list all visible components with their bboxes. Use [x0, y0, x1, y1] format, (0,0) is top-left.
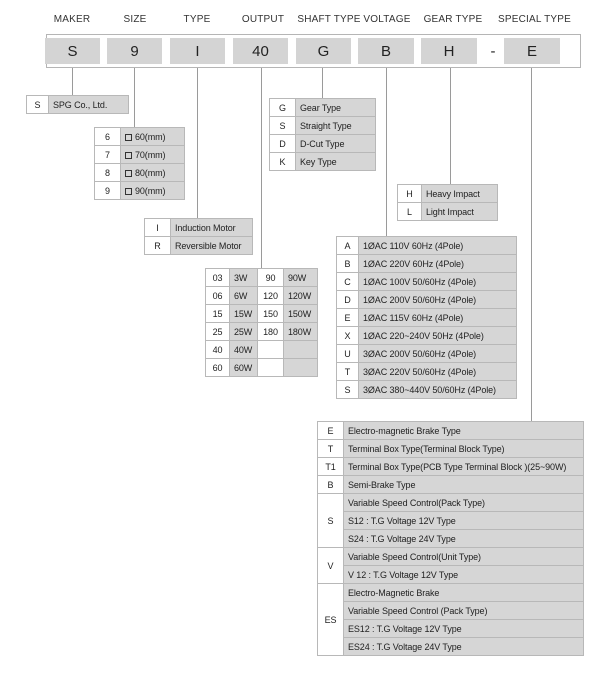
output-value	[284, 359, 318, 377]
table-row	[270, 135, 376, 153]
output-value	[284, 341, 318, 359]
connector-output	[261, 68, 262, 268]
special-code: V	[318, 548, 344, 584]
square-icon	[125, 170, 132, 177]
voltage-desc: 3ØAC 220V 50/60Hz (4Pole)	[359, 363, 517, 381]
header-shaft-type: SHAFT TYPE	[297, 14, 361, 25]
connector-maker	[72, 68, 73, 95]
table-row	[318, 602, 584, 620]
shaft-code: D	[270, 135, 296, 153]
special-code: B	[318, 476, 344, 494]
shaft-desc: Gear Type	[296, 99, 376, 117]
code-size: 9	[107, 38, 162, 64]
voltage-desc: 3ØAC 200V 50/60Hz (4Pole)	[359, 345, 517, 363]
maker-table	[26, 95, 129, 114]
output-code: 15	[206, 305, 230, 323]
output-value: 40W	[230, 341, 258, 359]
table-row	[318, 422, 584, 440]
size-desc	[121, 164, 185, 182]
special-code: T1	[318, 458, 344, 476]
code-type: I	[170, 38, 225, 64]
table-row	[95, 164, 185, 182]
shaft-desc: D-Cut Type	[296, 135, 376, 153]
table-row	[318, 530, 584, 548]
output-code: 40	[206, 341, 230, 359]
maker-code: S	[27, 96, 49, 114]
table-row	[95, 146, 185, 164]
code-gear: H	[421, 38, 477, 64]
output-code	[258, 341, 284, 359]
voltage-code: E	[337, 309, 359, 327]
connector-gear	[450, 68, 451, 184]
table-row	[318, 512, 584, 530]
header-output: OUTPUT	[241, 14, 285, 25]
size-desc	[121, 128, 185, 146]
table-row	[337, 327, 517, 345]
size-desc-text: 70(mm)	[135, 149, 166, 160]
gear-desc: Heavy Impact	[422, 185, 498, 203]
table-row	[318, 566, 584, 584]
output-code	[258, 359, 284, 377]
shaft-code: S	[270, 117, 296, 135]
special-desc: Semi-Brake Type	[344, 476, 584, 494]
voltage-code: C	[337, 273, 359, 291]
header-size: SIZE	[123, 14, 147, 25]
special-desc: Electro-magnetic Brake Type	[344, 422, 584, 440]
output-code: 06	[206, 287, 230, 305]
output-value: 6W	[230, 287, 258, 305]
output-code: 25	[206, 323, 230, 341]
size-desc-text: 80(mm)	[135, 167, 166, 178]
table-row	[145, 237, 253, 255]
square-icon	[125, 134, 132, 141]
table-row	[318, 620, 584, 638]
size-table	[94, 127, 185, 200]
size-desc-text: 60(mm)	[135, 131, 166, 142]
square-icon	[125, 152, 132, 159]
code-maker: S	[45, 38, 100, 64]
table-row	[270, 99, 376, 117]
shaft-code: K	[270, 153, 296, 171]
table-row	[337, 273, 517, 291]
connector-size	[134, 68, 135, 127]
voltage-code: D	[337, 291, 359, 309]
size-desc	[121, 146, 185, 164]
square-icon	[125, 188, 132, 195]
table-row	[337, 237, 517, 255]
table-row	[270, 153, 376, 171]
header-special-type: SPECIAL TYPE	[498, 14, 571, 25]
special-code: T	[318, 440, 344, 458]
voltage-desc: 1ØAC 110V 60Hz (4Pole)	[359, 237, 517, 255]
special-desc: Terminal Box Type(Terminal Block Type)	[344, 440, 584, 458]
size-code: 8	[95, 164, 121, 182]
table-row	[318, 440, 584, 458]
output-value: 15W	[230, 305, 258, 323]
gear-table	[397, 184, 498, 221]
connector-shaft	[322, 68, 323, 98]
header-maker: MAKER	[53, 14, 91, 25]
output-table	[205, 268, 318, 377]
voltage-code: U	[337, 345, 359, 363]
table-row	[318, 584, 584, 602]
voltage-code: B	[337, 255, 359, 273]
code-dash: -	[490, 42, 496, 60]
table-row	[337, 381, 517, 399]
gear-code: L	[398, 203, 422, 221]
output-code: 180	[258, 323, 284, 341]
special-desc: S24 : T.G Voltage 24V Type	[344, 530, 584, 548]
special-desc: S12 : T.G Voltage 12V Type	[344, 512, 584, 530]
table-row	[206, 341, 318, 359]
shaft-table	[269, 98, 376, 171]
type-desc: Reversible Motor	[171, 237, 253, 255]
code-voltage: B	[358, 38, 414, 64]
special-desc: Variable Speed Control(Unit Type)	[344, 548, 584, 566]
size-code: 9	[95, 182, 121, 200]
output-value: 25W	[230, 323, 258, 341]
maker-desc: SPG Co., Ltd.	[49, 96, 129, 114]
table-row	[95, 182, 185, 200]
output-code: 90	[258, 269, 284, 287]
output-code: 03	[206, 269, 230, 287]
table-row	[145, 219, 253, 237]
voltage-desc: 1ØAC 200V 50/60Hz (4Pole)	[359, 291, 517, 309]
special-desc: ES12 : T.G Voltage 12V Type	[344, 620, 584, 638]
connector-type	[197, 68, 198, 218]
size-code: 6	[95, 128, 121, 146]
table-row	[206, 323, 318, 341]
table-row	[398, 185, 498, 203]
table-row	[318, 494, 584, 512]
special-desc: Terminal Box Type(PCB Type Terminal Block )(25~90W)	[344, 458, 584, 476]
special-desc: Variable Speed Control(Pack Type)	[344, 494, 584, 512]
table-row	[337, 363, 517, 381]
output-value: 180W	[284, 323, 318, 341]
voltage-code: T	[337, 363, 359, 381]
table-row	[95, 128, 185, 146]
gear-desc: Light Impact	[422, 203, 498, 221]
special-code: S	[318, 494, 344, 548]
voltage-code: X	[337, 327, 359, 345]
voltage-desc: 1ØAC 220V 60Hz (4Pole)	[359, 255, 517, 273]
size-desc-text: 90(mm)	[135, 185, 166, 196]
output-value: 90W	[284, 269, 318, 287]
shaft-code: G	[270, 99, 296, 117]
gear-code: H	[398, 185, 422, 203]
special-desc: Variable Speed Control (Pack Type)	[344, 602, 584, 620]
header-type: TYPE	[183, 14, 211, 25]
special-code: ES	[318, 584, 344, 656]
special-desc: Electro-Magnetic Brake	[344, 584, 584, 602]
header-voltage: VOLTAGE	[363, 14, 411, 25]
table-row	[337, 255, 517, 273]
type-desc: Induction Motor	[171, 219, 253, 237]
table-row	[318, 458, 584, 476]
table-row	[318, 476, 584, 494]
type-table	[144, 218, 253, 255]
table-row	[206, 305, 318, 323]
special-desc: V 12 : T.G Voltage 12V Type	[344, 566, 584, 584]
shaft-desc: Straight Type	[296, 117, 376, 135]
type-code: I	[145, 219, 171, 237]
table-row	[337, 345, 517, 363]
voltage-desc: 1ØAC 100V 50/60Hz (4Pole)	[359, 273, 517, 291]
size-desc	[121, 182, 185, 200]
voltage-desc: 1ØAC 220~240V 50Hz (4Pole)	[359, 327, 517, 345]
table-row	[206, 287, 318, 305]
special-code: E	[318, 422, 344, 440]
type-code: R	[145, 237, 171, 255]
output-value: 120W	[284, 287, 318, 305]
special-desc: ES24 : T.G Voltage 24V Type	[344, 638, 584, 656]
table-row	[318, 548, 584, 566]
table-row	[270, 117, 376, 135]
table-row	[318, 638, 584, 656]
special-table	[317, 421, 584, 656]
size-code: 7	[95, 146, 121, 164]
shaft-desc: Key Type	[296, 153, 376, 171]
table-row	[206, 269, 318, 287]
table-row	[337, 291, 517, 309]
header-gear-type: GEAR TYPE	[423, 14, 483, 25]
output-value: 3W	[230, 269, 258, 287]
code-shaft: G	[296, 38, 351, 64]
voltage-desc: 1ØAC 115V 60Hz (4Pole)	[359, 309, 517, 327]
voltage-code: A	[337, 237, 359, 255]
voltage-code: S	[337, 381, 359, 399]
connector-voltage	[386, 68, 387, 236]
output-value: 150W	[284, 305, 318, 323]
table-row	[398, 203, 498, 221]
table-row	[206, 359, 318, 377]
voltage-desc: 3ØAC 380~440V 50/60Hz (4Pole)	[359, 381, 517, 399]
connector-special	[531, 68, 532, 421]
code-special: E	[504, 38, 560, 64]
table-row	[27, 96, 129, 114]
output-code: 120	[258, 287, 284, 305]
table-row	[337, 309, 517, 327]
voltage-table	[336, 236, 517, 399]
output-code: 150	[258, 305, 284, 323]
output-value: 60W	[230, 359, 258, 377]
code-output: 40	[233, 38, 288, 64]
output-code: 60	[206, 359, 230, 377]
